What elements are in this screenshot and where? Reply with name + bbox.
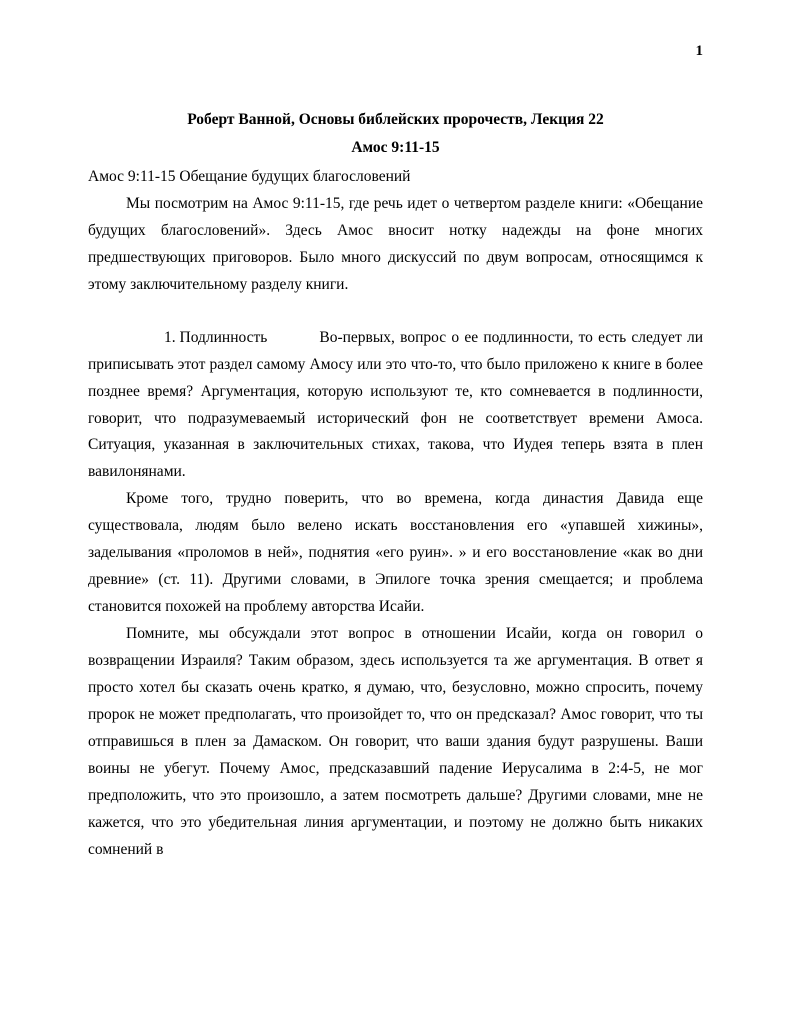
section-authenticity bbox=[88, 325, 703, 487]
section-text: Во-первых, вопрос о ее подлинности, то есть следует ли приписывать этот раздел самому Амосу или это что-то, что было приложено к книге в более позднее время? Аргументация, которую используют те, кто сомневается в подлинности, говорит, что подразумеваемый исторический фон не соответствует времени Амоса. Ситуация, указанная в заключительных стихах, такова, что Иудея теперь взята в плен вавилонянами. bbox=[88, 328, 703, 481]
paragraph-spacer bbox=[88, 299, 703, 325]
document-body bbox=[88, 106, 703, 864]
document-subtitle: Амос 9:11-15 bbox=[351, 138, 440, 156]
page-number: 1 bbox=[695, 43, 703, 59]
section-label: 1. Подлинность bbox=[164, 328, 268, 346]
paragraph: Кроме того, трудно поверить, что во времена, когда династия Давида еще существовала, людям было велено искать восстановления его «упавшей хижины», заделывания «проломов в ней», поднятия «его руин». » и его восстановление «как во дни древние» (ст. 11). Другими словами, в Эпилоге точка зрения смещается; и проблема становится похожей на проблему авторства Исайи. bbox=[88, 490, 703, 616]
section-heading: Амос 9:11-15 Обещание будущих благословений bbox=[88, 168, 411, 186]
document-title: Роберт Ванной, Основы библейских пророчеств, Лекция 22 bbox=[187, 111, 604, 128]
paragraph: Помните, мы обсуждали этот вопрос в отношении Исайи, когда он говорил о возвращении Израиля? Таким образом, здесь используется та же аргументация. В ответ я просто хотел бы сказать очень кратко, я думаю, что, безусловно, можно спросить, почему пророк не может предполагать, что произойдет то, что он предсказал? Амос говорит, что ты отправишься в плен за Дамаском. Он говорит, что ваши здания будут разрушены. Ваши воины не убегут. Почему Амос, предсказавший падение Иерусалима в 2:4-5, не мог предположить, что это произошло, а затем посмотреть дальше? Другими словами, мне не кажется, что это убедительная линия аргументации, и поэтому не должно быть никаких сомнений в bbox=[88, 625, 703, 859]
paragraph: Мы посмотрим на Амос 9:11-15, где речь идет о четвертом разделе книги: «Обещание будущих благословений». Здесь Амос вносит нотку надежды на фоне многих предшествующих приговоров. Было много дискуссий по двум вопросам, относящимся к этому заключительному разделу книги. bbox=[88, 194, 703, 293]
